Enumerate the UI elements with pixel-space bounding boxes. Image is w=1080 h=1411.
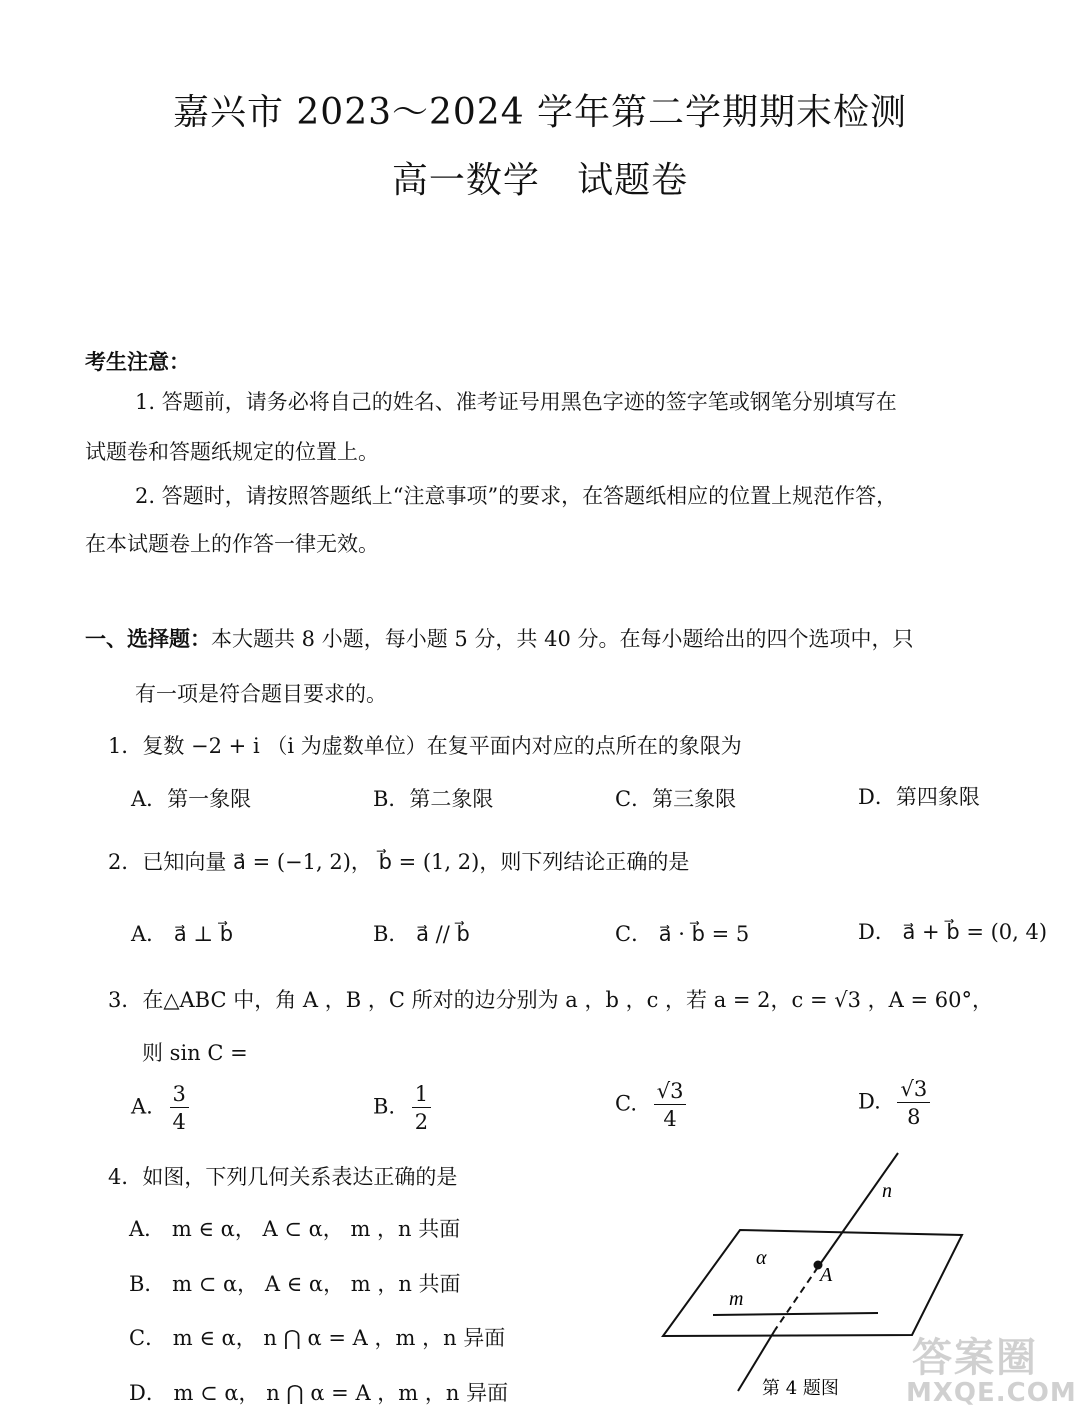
line-n-upper [818,1153,898,1267]
plane-alpha [663,1230,962,1336]
question-3-option-a-label: A. [131,1094,153,1119]
notice-heading: 考生注意： [85,349,190,374]
question-3-option-c [615,1080,686,1130]
question-3-option-d-fraction [897,1078,930,1128]
notice-item-1-line-2: 试题卷和答题纸规定的位置上。 [85,440,379,464]
question-3-option-a [131,1083,189,1133]
page-subtitle: 高一数学 试题卷 [391,160,689,201]
question-1-option-b: B．第二象限 [373,787,494,811]
watermark-site: MXQE.COM [906,1378,1077,1408]
section-1-desc-line-1: 本大题共 8 小题，每小题 5 分，共 40 分。在每小题给出的四个选项中，只 [211,627,914,651]
page-title: 嘉兴市 2023～2024 学年第二学期期末检测 [172,92,908,133]
line-n-hidden [775,1267,818,1330]
label-n: n [882,1180,892,1202]
question-3-option-d-denominator: 8 [907,1105,921,1130]
question-2-option-b: B． a⃗ // b⃗ [373,922,470,946]
question-3-option-c-denominator: 4 [663,1107,677,1132]
section-1-heading [85,623,914,653]
question-3-option-c-numerator: √3 [654,1080,687,1105]
question-3-option-b-fraction [412,1083,431,1133]
question-4-option-a: A． m ∈ α， A ⊂ α， m ，n 共面 [129,1217,461,1241]
question-3-option-b-denominator: 2 [414,1110,429,1135]
question-3-option-a-fraction [170,1083,189,1133]
question-1-stem: 1．复数 −2 + i （i 为虚数单位）在复平面内对应的点所在的象限为 [108,734,742,758]
question-3-option-d-numerator: √3 [897,1078,930,1103]
question-3-option-d-label: D. [858,1089,881,1114]
notice-item-2-line-2: 在本试题卷上的作答一律无效。 [85,532,379,556]
question-3-option-b [373,1083,431,1133]
question-3-option-d [858,1078,930,1128]
question-3-option-c-label: C. [615,1091,637,1116]
question-3-option-a-denominator: 4 [172,1110,186,1135]
question-1-option-c: C．第三象限 [615,787,737,811]
question-4-stem: 4．如图，下列几何关系表达正确的是 [108,1165,458,1189]
line-m [713,1313,878,1315]
question-3-option-a-numerator: 3 [170,1083,189,1108]
question-3-stem-line-2: 则 sin C = [142,1041,248,1065]
label-alpha: α [756,1247,767,1269]
question-1-option-a: A．第一象限 [131,787,252,811]
question-4-option-b: B． m ⊂ α， A ∈ α， m ，n 共面 [129,1272,461,1296]
question-3-stem-line-1: 3．在△ABC 中，角 A ，B ，C 所对的边分别为 a ，b ，c ，若 a = 2，c = √3 ，A = 60°， [108,988,993,1012]
question-3-option-b-label: B. [373,1094,396,1119]
question-1-option-d: D．第四象限 [858,785,980,809]
question-4-option-d: D． m ⊂ α， n ⋂ α = A ，m ，n 异面 [129,1381,509,1405]
question-2-option-a: A． a⃗ ⊥ b⃗ [131,922,234,946]
question-2-option-d: D． a⃗ + b⃗ = (0, 4) [858,920,1048,944]
watermark-logo: 答案圈 [912,1335,1038,1381]
question-3-option-c-fraction [654,1080,687,1130]
label-m: m [729,1288,744,1310]
question-2-stem: 2．已知向量 a⃗ = (−1, 2)， b⃗ = (1, 2)，则下列结论正确的是 [108,850,690,874]
figure-caption: 第 4 题图 [762,1378,839,1399]
section-1-desc-line-2: 有一项是符合题目要求的。 [135,682,387,706]
notice-item-2-line-1: 2. 答题时，请按照答题纸上“注意事项”的要求，在答题纸相应的位置上规范作答， [135,484,898,508]
notice-item-1-line-1: 1. 答题前，请务必将自己的姓名、准考证号用黑色字迹的签字笔或钢笔分别填写在 [135,390,897,414]
question-3-option-b-numerator: 1 [412,1083,431,1108]
question-4-option-c: C． m ∈ α， n ⋂ α = A ，m ，n 异面 [129,1326,506,1350]
question-2-option-c: C． a⃗ · b⃗ = 5 [615,922,750,946]
label-a: A [820,1264,833,1286]
section-1-label: 一、选择题： [85,626,211,651]
